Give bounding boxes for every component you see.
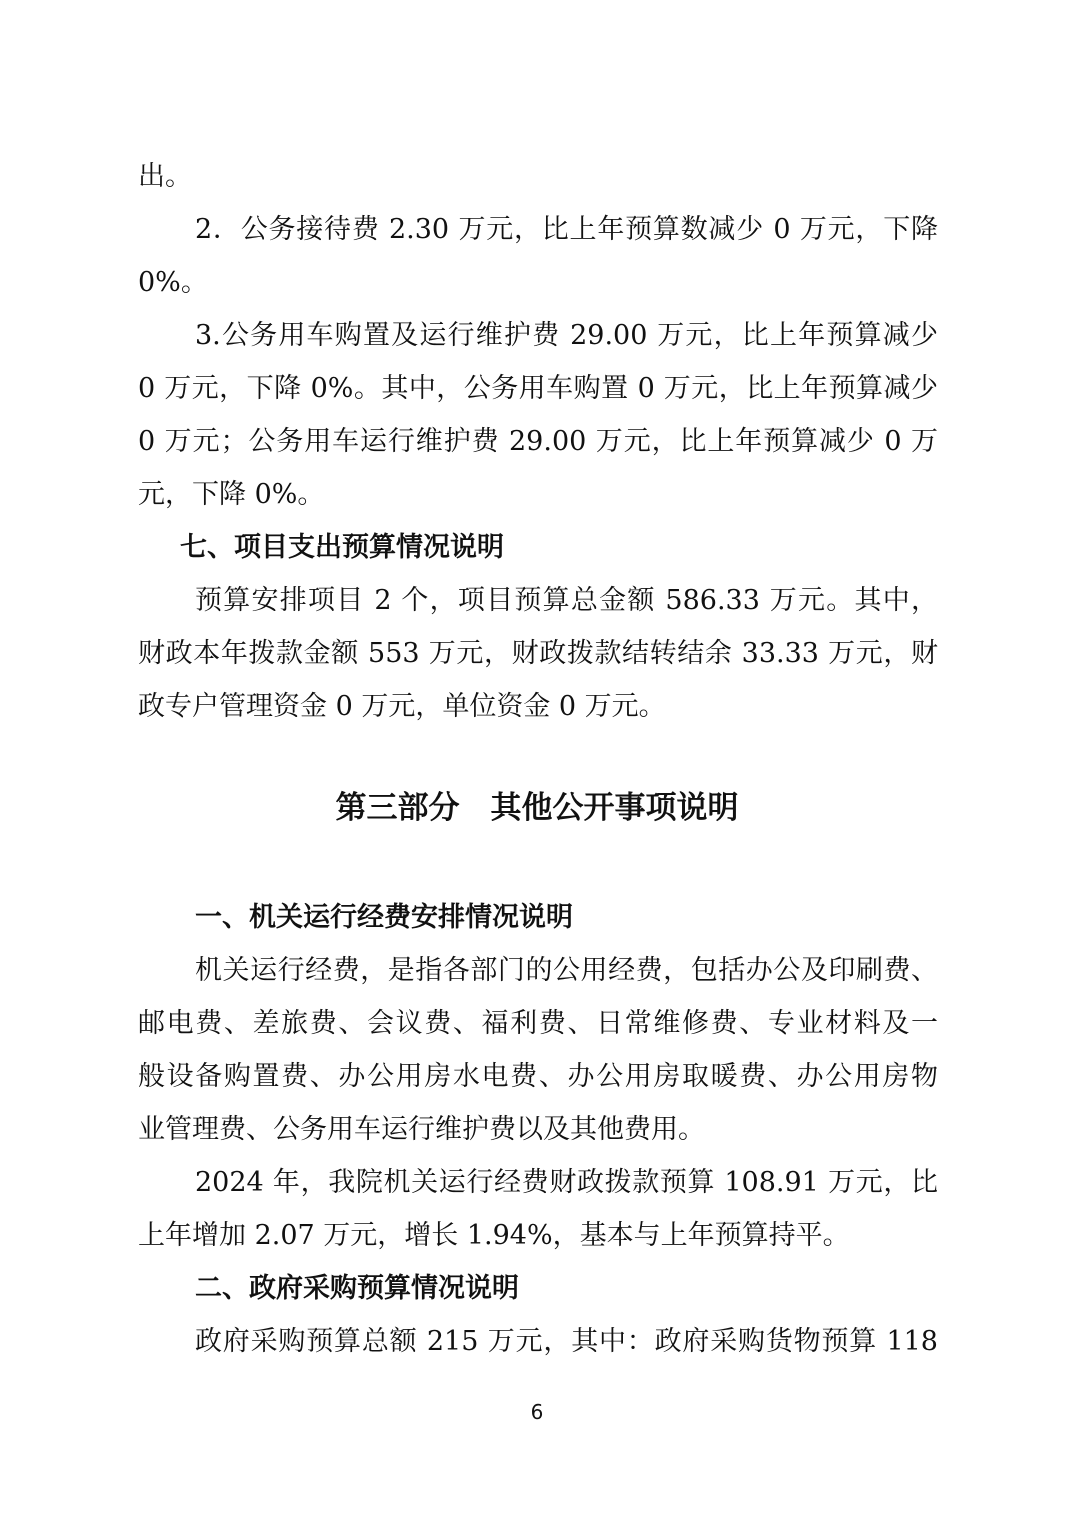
paragraph-line: 0 万元；公务用车运行维护费 29.00 万元，比上年预算减少 0 万	[138, 426, 938, 457]
paragraph-line: 政府采购预算总额 215 万元，其中：政府采购货物预算 118	[195, 1326, 938, 1357]
paragraph-line: 0%。	[138, 267, 208, 298]
part-three-title: 第三部分 其他公开事项说明	[335, 790, 739, 826]
paragraph-line: 业管理费、公务用车运行维护费以及其他费用。	[138, 1114, 705, 1145]
paragraph-line: 般设备购置费、办公用房水电费、办公用房取暖费、办公用房物	[138, 1061, 938, 1092]
paragraph-line: 元，下降 0%。	[138, 479, 325, 510]
paragraph-line: 邮电费、差旅费、会议费、福利费、日常维修费、专业材料及一	[138, 1008, 938, 1039]
section-heading-operating-funds: 一、机关运行经费安排情况说明	[195, 902, 573, 933]
paragraph-line: 出。	[138, 161, 192, 192]
paragraph-line: 财政本年拨款金额 553 万元，财政拨款结转结余 33.33 万元，财	[138, 638, 938, 669]
paragraph-line: 0 万元，下降 0%。其中，公务用车购置 0 万元，比上年预算减少	[138, 373, 938, 404]
paragraph-line: 3.公务用车购置及运行维护费 29.00 万元，比上年预算减少	[195, 320, 938, 351]
page-number: 6	[530, 1400, 544, 1424]
section-heading-procurement: 二、政府采购预算情况说明	[195, 1273, 519, 1304]
paragraph-line: 2．公务接待费 2.30 万元，比上年预算数减少 0 万元，下降	[195, 214, 938, 245]
paragraph-line: 2024 年，我院机关运行经费财政拨款预算 108.91 万元，比	[195, 1167, 938, 1198]
paragraph-line: 政专户管理资金 0 万元，单位资金 0 万元。	[138, 691, 666, 722]
section-heading-project-expenditure: 七、项目支出预算情况说明	[180, 532, 504, 563]
paragraph-line: 上年增加 2.07 万元，增长 1.94%，基本与上年预算持平。	[138, 1220, 850, 1251]
paragraph-line: 机关运行经费，是指各部门的公用经费，包括办公及印刷费、	[195, 955, 938, 986]
paragraph-line: 预算安排项目 2 个，项目预算总金额 586.33 万元。其中，	[195, 585, 938, 616]
